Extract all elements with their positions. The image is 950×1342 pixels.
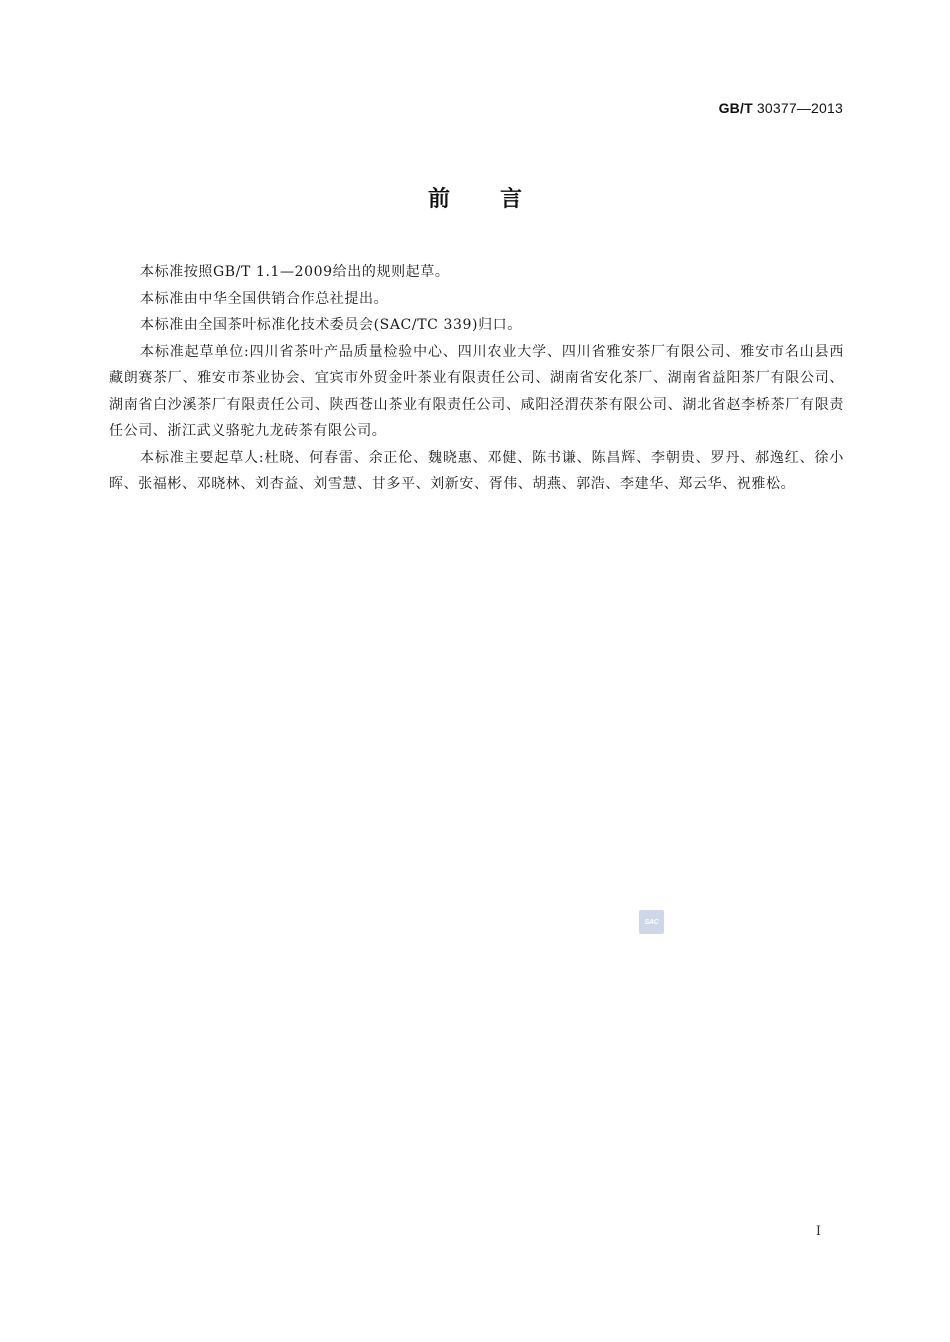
paragraph-drafters: 本标准主要起草人:杜晓、何春雷、余正伦、魏晓惠、邓健、陈书谦、陈昌辉、李朝贵、罗丹、郝逸红、徐小晖、张福彬、邓晓林、刘杏益、刘雪慧、甘多平、刘新安、胥伟、胡燕、郭浩、李建华、郑云华、祝雅松。 [109, 449, 844, 492]
page-title: 前言 [427, 187, 572, 212]
standard-year-number: 30377—2013 [756, 100, 843, 116]
sac-watermark-text: SAC [644, 918, 659, 926]
paragraph-committee: 本标准由全国茶叶标准化技术委员会(SAC/TC 339)归口。 [140, 317, 522, 333]
paragraph-proposer: 本标准由中华全国供销合作总社提出。 [140, 290, 389, 307]
paragraph-drafting-units: 本标准起草单位:四川省茶叶产品质量检验中心、四川农业大学、四川省雅安茶厂有限公司、雅安市名山县西藏朗赛茶厂、雅安市茶业协会、宜宾市外贸金叶茶业有限责任公司、湖南省安化茶厂、湖南省益阳茶厂有限公司、湖南省白沙溪茶厂有限责任公司、陕西苍山茶业有限责任公司、咸阳泾渭茯茶有限公司、湖北省赵李桥茶厂有限责任公司、浙江武义骆驼九龙砖茶有限公司。 [109, 343, 844, 439]
sac-watermark-logo [639, 910, 664, 934]
standard-number [719, 100, 843, 116]
standard-code: GB/T [718, 100, 753, 116]
foreword-body [109, 259, 844, 498]
paragraph-drafting-rule: 本标准按照GB/T 1.1—2009给出的规则起草。 [140, 264, 450, 280]
page-number: I [815, 1224, 821, 1239]
